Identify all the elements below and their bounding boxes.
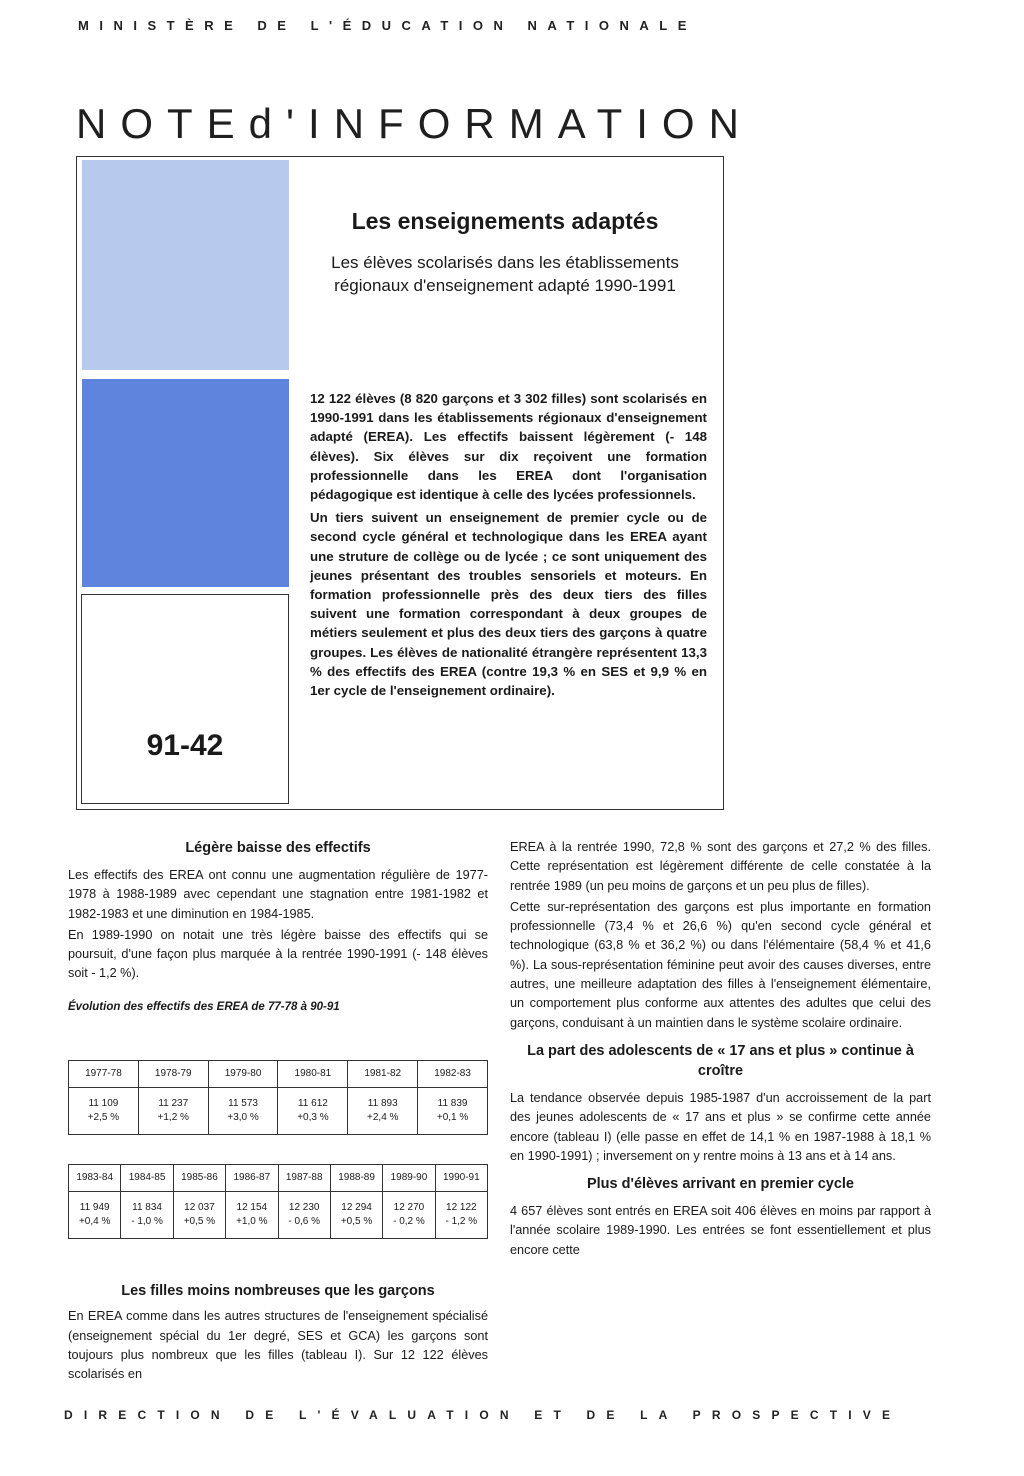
- paragraph: En EREA comme dans les autres structures de l'enseignement spécialisé (enseignement spécial du 1er degré, SES et GCA) les garçons sont toujours plus nombreux que les filles (tableau I). Sur 12 122 élèves scolarisés en: [68, 1309, 488, 1382]
- table-row: [69, 1192, 488, 1239]
- year-cell: 1982-83: [418, 1061, 488, 1088]
- value-cell: [208, 1088, 278, 1135]
- value-cell: [121, 1192, 173, 1239]
- decorative-dark-blue-block: [82, 379, 289, 587]
- intro-summary: [310, 389, 707, 704]
- value-cell: [383, 1192, 435, 1239]
- value-cell: [138, 1088, 208, 1135]
- value-cell: [173, 1192, 225, 1239]
- change-value: +1,2 %: [157, 1112, 189, 1123]
- year-cell: 1978-79: [138, 1061, 208, 1088]
- value-cell: [330, 1192, 382, 1239]
- paragraph: Cette sur-représentation des garçons est plus importante en formation professionnelle (73,4 % et 26,6 %) qu'en second cycle général et technologique (63,8 % et 36,2 %) ou dans l'élémentaire (58,4 % et 41,6 %). La sous-représentation féminine peut avoir des causes diverses, entre autres, une meilleure adaptation des filles à l'enseignement élémentaire, un comportement plus conforme aux attentes des adultes que celui des garçons, conduisant à un maintien dans le système scolaire ordinaire.: [510, 899, 931, 1030]
- value-cell: [226, 1192, 278, 1239]
- year-cell: 1989-90: [383, 1165, 435, 1192]
- year-cell: 1980-81: [278, 1061, 348, 1088]
- enrollment-value: 11 949: [79, 1202, 110, 1213]
- right-column: [510, 838, 931, 1262]
- table-header-row: [69, 1061, 488, 1088]
- enrollment-value: 12 154: [236, 1202, 268, 1213]
- enrollment-value: 12 230: [288, 1202, 320, 1213]
- value-cell: [69, 1192, 121, 1239]
- enrollment-table-1983-1991: [68, 1164, 488, 1239]
- value-cell: [418, 1088, 488, 1135]
- change-value: - 1,0 %: [131, 1216, 163, 1227]
- change-value: +0,3 %: [297, 1112, 329, 1123]
- change-value: - 1,2 %: [445, 1216, 478, 1227]
- section-heading: Les filles moins nombreuses que les garçons: [121, 1283, 435, 1299]
- paragraph: La tendance observée depuis 1985-1987 d'un accroissement de la part des jeunes adolescents de « 17 ans et plus » se confirme cette année encore (tableau I) (elle passe en effet de 14,1 % en 1987-1988 à 18,1 % en 1990-1991) ; inversement on y rentre moins à 13 ans et à 14 ans.: [510, 1090, 931, 1163]
- enrollment-value: 11 612: [297, 1098, 328, 1109]
- decorative-light-blue-block: [82, 160, 289, 370]
- section-heading: Plus d'élèves arrivant en premier cycle: [586, 1176, 854, 1193]
- change-value: +2,4 %: [367, 1112, 399, 1123]
- enrollment-value: 12 037: [184, 1202, 215, 1213]
- enrollment-value: 11 109: [88, 1098, 119, 1109]
- footer-direction: DIRECTION DE L'ÉVALUATION ET DE LA PROSPECTIVE: [64, 1408, 902, 1422]
- note-number: 91-42: [146, 729, 224, 762]
- year-cell: 1985-86: [173, 1165, 225, 1192]
- paragraph: 4 657 élèves sont entrés en EREA soit 406 élèves en moins par rapport à l'année scolaire 1989-1990. Les entrées se font essentiellement et plus encore cette: [510, 1204, 931, 1257]
- change-value: +0,5 %: [183, 1216, 216, 1227]
- year-cell: 1983-84: [69, 1165, 121, 1192]
- value-cell: [278, 1088, 348, 1135]
- value-cell: [278, 1192, 330, 1239]
- intro-paragraph: Un tiers suivent un enseignement de premier cycle ou de second cycle général et technologique dans les EREA ayant une struture de collège ou de lycée ; ce sont uniquement des jeunes présentant des troubles sensoriels et moteurs. En formation professionnelle près des deux tiers des filles suivent une formation correspondant à deux groupes de métiers seulement et plus des deux tiers des garçons à quatre groupes. Les élèves de nationalité étrangère représentent 13,3 % des effectifs des EREA (contre 19,3 % en SES et 9,9 % en 1er cycle de l'enseignement ordinaire).: [310, 510, 707, 699]
- change-value: +0,1 %: [436, 1112, 469, 1123]
- year-cell: 1981-82: [348, 1061, 418, 1088]
- enrollment-value: 12 270: [393, 1202, 425, 1213]
- section-heading: Légère baisse des effectifs: [185, 840, 371, 856]
- left-column-bottom: [68, 1282, 488, 1384]
- change-value: - 0,6 %: [288, 1216, 321, 1227]
- table-caption: Évolution des effectifs des EREA de 77-78 à 90-91: [68, 1000, 340, 1013]
- year-cell: 1987-88: [278, 1165, 330, 1192]
- year-cell: 1984-85: [121, 1165, 173, 1192]
- ministry-header: MINISTÈRE DE L'ÉDUCATION NATIONALE: [78, 18, 697, 33]
- section-heading: La part des adolescents de « 17 ans et plus » continue à croître: [527, 1042, 914, 1079]
- enrollment-value: 12 294: [341, 1202, 372, 1213]
- page-subtitle: Les élèves scolarisés dans les établissements régionaux d'enseignement adapté 1990-1991: [331, 253, 679, 295]
- year-cell: 1986-87: [226, 1165, 278, 1192]
- enrollment-value: 11 573: [228, 1098, 258, 1109]
- enrollment-table-1977-1983: [68, 1060, 488, 1135]
- value-cell: [348, 1088, 418, 1135]
- change-value: +3,0 %: [227, 1112, 259, 1123]
- change-value: +1,0 %: [236, 1216, 268, 1227]
- year-cell: 1979-80: [208, 1061, 278, 1088]
- change-value: +0,4 %: [78, 1216, 111, 1227]
- enrollment-value: 12 122: [446, 1202, 477, 1213]
- table-header-row: [69, 1165, 488, 1192]
- note-number-box: [81, 594, 289, 804]
- page-title: Les enseignements adaptés: [351, 208, 659, 234]
- enrollment-value: 11 839: [437, 1098, 468, 1109]
- value-cell: [69, 1088, 139, 1135]
- value-cell: [435, 1192, 487, 1239]
- enrollment-value: 11 237: [158, 1098, 189, 1109]
- masthead-title: NOTEd'INFORMATION: [76, 100, 753, 147]
- table-row: [69, 1088, 488, 1135]
- paragraph: EREA à la rentrée 1990, 72,8 % sont des garçons et 27,2 % des filles. Cette représentation est légèrement différente de celle constatée à la rentrée 1989 (un peu moins de garçons et un peu plus de filles).: [510, 840, 931, 893]
- change-value: - 0,2 %: [393, 1216, 425, 1227]
- left-column: [68, 838, 488, 1027]
- enrollment-value: 11 834: [132, 1202, 162, 1213]
- change-value: +0,5 %: [340, 1216, 373, 1227]
- change-value: +2,5 %: [87, 1112, 120, 1123]
- paragraph: En 1989-1990 on notait une très légère baisse des effectifs qui se poursuit, d'une façon plus marquée à la rentrée 1990-1991 (- 148 élèves soit - 1,2 %).: [68, 927, 488, 981]
- enrollment-value: 11 893: [367, 1098, 398, 1109]
- year-cell: 1990-91: [435, 1165, 487, 1192]
- intro-paragraph: 12 122 élèves (8 820 garçons et 3 302 filles) sont scolarisés en 1990-1991 dans les établissements régionaux d'enseignement adapté (EREA). Les effectifs baissent légèrement (- 148 élèves). Six élèves sur dix reçoivent une formation professionnelle dans les EREA dont l'organisation pédagogique est identique à celle des lycées professionnels.: [310, 391, 707, 503]
- year-cell: 1988-89: [330, 1165, 382, 1192]
- paragraph: Les effectifs des EREA ont connu une augmentation régulière de 1977-1978 à 1988-1989 avec cependant une stagnation entre 1981-1982 et 1982-1983 et une diminution en 1984-1985.: [68, 868, 488, 921]
- year-cell: 1977-78: [69, 1061, 139, 1088]
